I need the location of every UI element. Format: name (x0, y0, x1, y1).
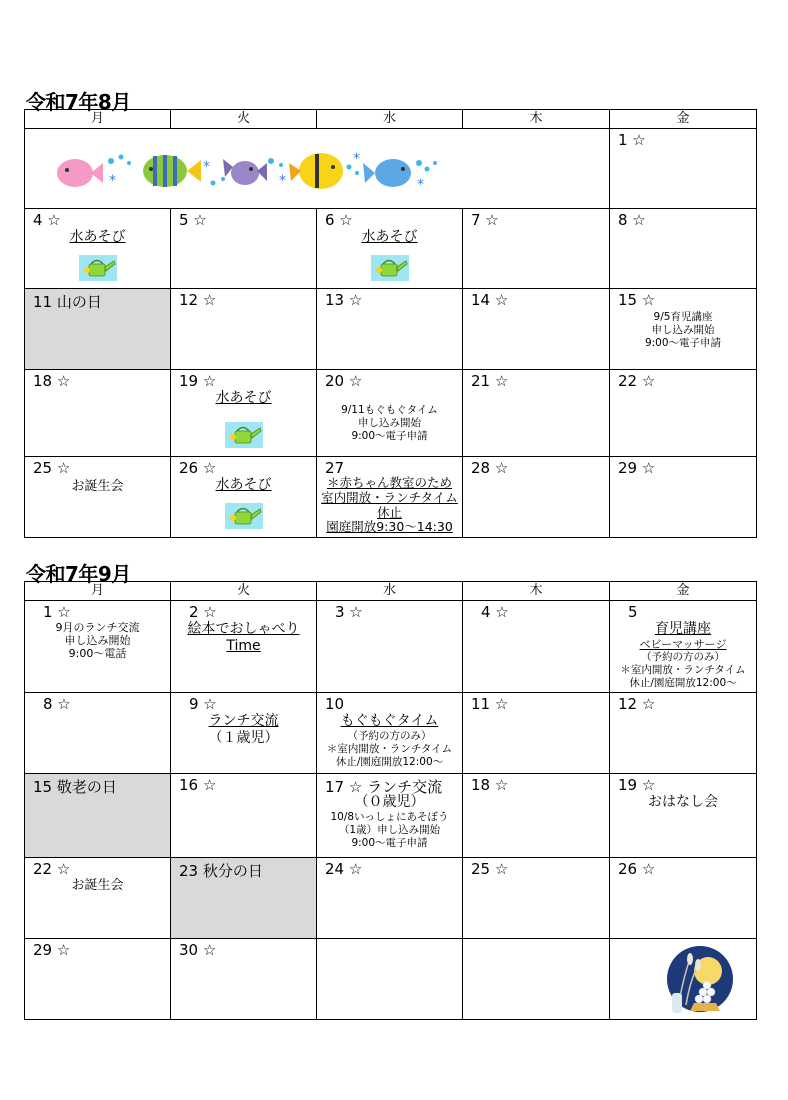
aug-day-19 (171, 370, 317, 457)
aug-day-18 (25, 370, 171, 457)
event-label: 絵本でおしゃべり (187, 621, 300, 637)
sep-day-5 (610, 601, 757, 693)
svg-text:*: * (417, 177, 424, 193)
weekday-wed: 水 (317, 110, 463, 129)
aug-day-15 (610, 289, 757, 370)
september-title: 令和7年9月 (26, 562, 131, 586)
watering-can-icon (371, 255, 409, 281)
watering-can-icon (225, 503, 263, 529)
event-label: 水あそび (215, 477, 272, 493)
weekday-fri: 金 (610, 110, 757, 129)
svg-text:*: * (353, 151, 360, 167)
event-note: 9/11もぐもぐタイム (341, 404, 438, 416)
moon-cell (610, 939, 757, 1020)
aug-day-29 (610, 457, 757, 538)
day-number: 18 ☆ (471, 776, 509, 794)
sep-day-25 (463, 858, 610, 939)
sep-day-23 (171, 858, 317, 939)
day-number: 13 ☆ (325, 291, 363, 309)
event-note: 休止 (376, 505, 402, 520)
event-note: ベビーマッサージ (639, 638, 727, 651)
empty-cell (463, 939, 610, 1020)
event-note: ＊室内開放・ランチタイム (326, 743, 453, 755)
day-number: 19 ☆ (618, 776, 656, 794)
event-label: お誕生会 (71, 479, 124, 494)
day-number: 12 ☆ (179, 291, 217, 309)
event-label: 育児講座 (655, 621, 711, 637)
day-number: 30 ☆ (179, 941, 217, 959)
empty-cell (317, 939, 463, 1020)
sep-day-9 (171, 693, 317, 774)
day-number: 6 ☆ (325, 211, 353, 229)
event-label: 水あそび (215, 390, 272, 406)
event-note: 申し込み開始 (358, 417, 421, 429)
day-number: 14 ☆ (471, 291, 509, 309)
day-number: 15 ☆ (618, 291, 656, 309)
sep-day-19 (610, 774, 757, 858)
day-number: 9 ☆ (189, 695, 217, 713)
event-note: 10/8いっしょにあそぼう (330, 811, 449, 823)
day-number: 29 ☆ (33, 941, 71, 959)
event-note: 9:00～電子申請 (644, 337, 722, 349)
weekday-wed: 水 (317, 582, 463, 601)
aug-day-11 (25, 289, 171, 370)
weekday-thu: 木 (463, 582, 610, 601)
event-note: 申し込み開始 (651, 324, 715, 336)
sep-day-1 (25, 601, 171, 693)
event-label: ランチ交流 (208, 713, 279, 729)
day-number: 15 敬老の日 (33, 778, 117, 796)
weekday-fri: 金 (610, 582, 757, 601)
sep-day-8 (25, 693, 171, 774)
sep-day-4 (463, 601, 610, 693)
event-note: ＊赤ちゃん教室のため (326, 475, 452, 490)
day-number: 1 ☆ (43, 603, 71, 621)
day-number: 22 ☆ (33, 860, 71, 878)
aug-day-21 (463, 370, 610, 457)
day-number: 22 ☆ (618, 372, 656, 390)
sep-day-16 (171, 774, 317, 858)
day-number: 24 ☆ (325, 860, 363, 878)
event-note: （1歳）申し込み開始 (338, 824, 441, 836)
aug-day-14 (463, 289, 610, 370)
event-label: Time (226, 638, 261, 654)
svg-text:*: * (279, 173, 286, 189)
day-number: 1 ☆ (618, 131, 646, 149)
event-label: もぐもぐタイム (340, 713, 439, 729)
aug-day-12 (171, 289, 317, 370)
event-note: 室内開放・ランチタイム (321, 490, 458, 505)
event-label: 水あそび (361, 229, 418, 245)
day-number: 12 ☆ (618, 695, 656, 713)
moon-viewing-icon (664, 945, 736, 1017)
september-calendar (24, 581, 757, 1020)
weekday-tue: 火 (171, 110, 317, 129)
weekday-mon: 月 (25, 110, 171, 129)
aug-day-8 (610, 209, 757, 289)
day-number: 21 ☆ (471, 372, 509, 390)
day-number: 23 秋分の日 (179, 862, 263, 880)
aug-day-7 (463, 209, 610, 289)
sep-day-15 (25, 774, 171, 858)
day-number: 8 ☆ (43, 695, 71, 713)
aug-day-13 (317, 289, 463, 370)
fish-decoration-icon (53, 147, 443, 197)
day-number: 26 ☆ (618, 860, 656, 878)
august-calendar (24, 109, 757, 538)
day-number: 27 (325, 459, 345, 477)
event-note: 申し込み開始 (64, 634, 131, 647)
watering-can-icon (225, 422, 263, 448)
event-note: ＊室内開放・ランチタイム (620, 664, 746, 676)
aug-day-4 (25, 209, 171, 289)
sep-day-22 (25, 858, 171, 939)
sep-day-26 (610, 858, 757, 939)
sep-day-2 (171, 601, 317, 693)
event-label: 水あそび (69, 229, 126, 245)
sep-day-24 (317, 858, 463, 939)
day-number: 16 ☆ (179, 776, 217, 794)
day-number: 4 ☆ (33, 211, 61, 229)
event-note: （予約の方のみ） (347, 730, 432, 742)
fish-decoration-cell (25, 129, 610, 209)
day-number: 7 ☆ (471, 211, 499, 229)
aug-day-5 (171, 209, 317, 289)
day-number: 28 ☆ (471, 459, 509, 477)
event-label: （０歳児） (354, 794, 425, 810)
event-note: 9:00～電子申請 (351, 430, 428, 442)
sep-day-17 (317, 774, 463, 858)
event-note: 9/5育児講座 (653, 311, 713, 323)
svg-text:*: * (203, 159, 210, 175)
august-title: 令和7年8月 (26, 90, 131, 114)
day-number: 18 ☆ (33, 372, 71, 390)
event-note: （予約の方のみ） (641, 651, 725, 663)
aug-day-28 (463, 457, 610, 538)
day-number: 25 ☆ (471, 860, 509, 878)
day-number: 11 山の日 (33, 293, 102, 311)
day-number: 5 ☆ (179, 211, 207, 229)
day-number: 20 ☆ (325, 372, 363, 390)
event-label: （１歳児） (208, 730, 279, 746)
day-number: 17 ☆ ランチ交流 (325, 778, 443, 796)
day-number: 29 ☆ (618, 459, 656, 477)
day-number: 4 ☆ (481, 603, 509, 621)
day-number: 2 ☆ (189, 603, 217, 621)
day-number: 26 ☆ (179, 459, 217, 477)
day-number: 8 ☆ (618, 211, 646, 229)
event-note: 園庭開放9:30～14:30 (326, 519, 453, 534)
day-number: 25 ☆ (33, 459, 71, 477)
svg-text:*: * (109, 173, 116, 189)
day-number: 5 (628, 603, 638, 621)
sep-day-18 (463, 774, 610, 858)
sep-day-10 (317, 693, 463, 774)
aug-day-1 (610, 129, 757, 209)
event-note: 9:00～電話 (68, 647, 127, 660)
weekday-mon: 月 (25, 582, 171, 601)
aug-day-27 (317, 457, 463, 538)
event-note: 休止/園庭開放12:00～ (629, 677, 737, 689)
day-number: 19 ☆ (179, 372, 217, 390)
event-note: 9月のランチ交流 (55, 621, 140, 634)
aug-day-20 (317, 370, 463, 457)
watering-can-icon (79, 255, 117, 281)
sep-day-3 (317, 601, 463, 693)
sep-day-30 (171, 939, 317, 1020)
day-number: 10 (325, 695, 345, 713)
weekday-tue: 火 (171, 582, 317, 601)
day-number: 3 ☆ (335, 603, 363, 621)
aug-day-26 (171, 457, 317, 538)
event-note: 9:00～電子申請 (351, 837, 428, 849)
event-note: 休止/園庭開放12:00～ (335, 756, 444, 768)
sep-day-29 (25, 939, 171, 1020)
aug-day-22 (610, 370, 757, 457)
aug-day-25 (25, 457, 171, 538)
aug-day-6 (317, 209, 463, 289)
sep-day-12 (610, 693, 757, 774)
weekday-thu: 木 (463, 110, 610, 129)
event-label: お誕生会 (71, 878, 124, 893)
sep-day-11 (463, 693, 610, 774)
day-number: 11 ☆ (471, 695, 509, 713)
event-label: おはなし会 (648, 794, 718, 810)
